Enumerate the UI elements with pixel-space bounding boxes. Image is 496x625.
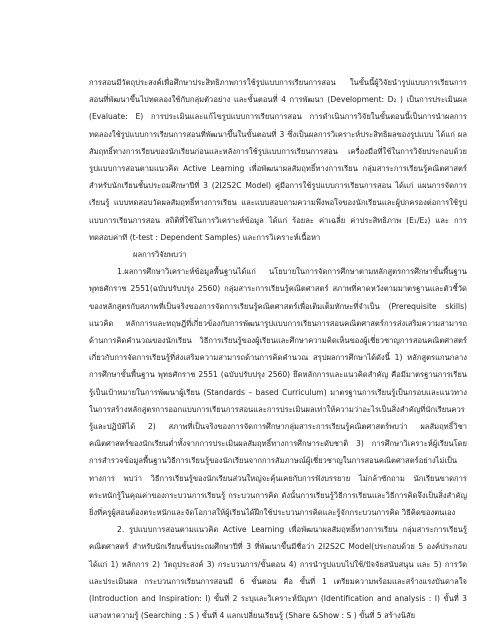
paragraph-result-1: 1.ผลการศึกษาวิเคราะห์ข้อมูลพื้นฐานได้แก่ นโยบายในการจัดการศึกษาตามหลักสูตรการศึกษาขั้นพื้นฐานพุทธศักราช 2551(ฉบับปรับปรุง 2560) กลุ่มสาระการเรียนรู้คณิตศาสตร์ สภาพที่คาดหวังตามมาตรฐานและตัวชี้วัดของหลักสูตรกับสภาพที่เป็นจริงของการจัดการเรียนรู้คณิตศาสตร์เพื่อเติมเต็มทักษะที่จำเป็น (Prerequisite skills) แนวคิด หลักการและทฤษฎีที่เกี่ยวข้องกับการพัฒนารูปแบบการเรียนการสอนคณิตศาสตร์การส่งเสริมความสามารถด้านการคิดคำนวณของนักเรียน วิธีการเรียนรู้ของผู้เรียนและศึกษาความคิดเห็นของผู้เชี่ยวชาญการสอนคณิตศาสตร์เกี่ยวกับการจัดการเรียนรู้ที่ส่งเสริมความสามารถด้านการคิดคำนวณ สรุปผลการศึกษาได้ดังนี้ 1) หลักสูตรแกนกลางการศึกษาขั้นพื้นฐาน พุทธศักราช 2551 (ฉบับปรับปรุง 2560) ยึดหลักการและแนวคิดสำคัญ คือมีมาตรฐานการเรียนรู้เป็นเป้าหมายในการพัฒนาผู้เรียน (Standards – based Curriculum) มาตรฐานการเรียนรู้เป็นกรอบและแนวทางในการสร้างหลักสูตรการออกแบบการเรียนการสอนและการประเมินผลเท่าให้ความว่าอะไรเป็นสิ่งสำคัญที่นักเรียนควรรู้และปฏิบัติได้ 2) สภาพที่เป็นจริงของการจัดการศึกษากลุ่มสาระการเรียนรู้คณิตศาสตร์พบว่า ผลสัมฤทธิ์วิชาคณิตศาสตร์ของนักเรียนต่ำทั้งจากการประเมินผลสัมฤทธิ์ทางการศึกษาระดับชาติ 3) การศึกษาวิเคราะห์ผู้เรียนโดยการสำรวจข้อมูลพื้นฐานวิธีการเรียนรู้ของนักเรียนจากการสัมภาษณ์ผู้เชี่ยวชาญในการสอนคณิตศาสตร์อย่างไม่เป็นทางการ พบว่า วิธีการเรียนรู้ของนักเรียนส่วนใหญ่จะคุ้นเคยกับการฟังบรรยาย ไม่กล้าซักถาม นักเรียนขาดการตระหนักรู้ในคุณค่าของกระบวนการเรียนรู้ กระบวนการคิด ดังนั้นการเรียนรู้วิธีการเรียนและวิธีการคิดจึงเป็นสิ่งสำคัญยิ่งที่ครูผู้สอนต้องตระหนักและจัดโอกาสให้ผู้เรียนได้ฝึกใช้ประบวนการคิดและรู้จักกระบวนการคิด วิธีคิดของตนเอง: [89, 267, 467, 518]
paragraph-results-heading: ผลการวิจัยพบว่า: [133, 250, 187, 260]
body-text: [89, 74, 467, 625]
paragraph-result-2: 2. รูปแบบการสอนตามแนวคิด Active Learning เพื่อพัฒนาผลสัมฤทธิ์ทางการเรียน กลุ่มสาระการเรียนรู้คณิตศาสตร์ สำหรับนักเรียนชั้นประถมศึกษาปีที่ 3 ที่พัฒนาขึ้นมีชื่อว่า 2I2S2C Model(ประกอบด้วย 5 องค์ประกอบ ได้แก่ 1) หลักการ 2) วัตถุประสงค์ 3) กระบวนการ/ขั้นตอน 4) การนำรูปแบบไปใช้/ปัจจัยสนับสนุน และ 5) การวัดและประเมินผล กระบวนการเรียนการสอนมี 6 ขั้นตอน คือ ขั้นที่ 1 เตรียมความพร้อมและสร้างแรงบันดาลใจ (Introduction and Inspiration: I) ขั้นที่ 2 ระบุและวิเคราะห์ปัญหา (Identification and analysis : I) ขั้นที่ 3 แสวงหาความรู้ (Searching : S ) ขั้นที่ 4 แลกเปลี่ยนเรียนรู้ (Share &Show : S ) ขั้นที่ 5 สร้างนิสัย: [89, 525, 467, 621]
paragraph-method-summary: การสอนมีวัตถุประสงค์เพื่อศึกษาประสิทธิภาพการใช้รูปแบบการเรียนการสอน ในขั้นนี้ผู้วิจัยนำรูปแบบการเรียนการสอนที่พัฒนาขึ้นไปทดลองใช้กับกลุ่มตัวอย่าง และขั้นตอนที่ 4 การพัฒนา (Development: D₂ ) เป็นการประเมินผล (Evaluate: E) การประเมินและแก้ไขรูปแบบการเรียนการสอน การดำเนินการวิจัยในขั้นตอนนี้เป็นการนำผลการทดลองใช้รูปแบบการเรียนการสอนที่พัฒนาขึ้นในขั้นตอนที่ 3 ซึ่งเป็นผลการวิเคราะห์ประสิทธิผลของรูปแบบ ได้แก่ ผลสัมฤทธิ์ทางการเรียนของนักเรียนก่อนและหลังการใช้รูปแบบการเรียนการสอน เครื่องมือที่ใช้ในการวิจัยประกอบด้วย รูปแบบการสอนตามแนวคิด Active Learning เพื่อพัฒนาผลสัมฤทธิ์ทางการเรียน กลุ่มสาระการเรียนรู้คณิตศาสตร์ สำหรับนักเรียนชั้นประถมศึกษาปีที่ 3 (2I2S2C Model) คู่มือการใช้รูปแบบการเรียนการสอน ได้แก่ แผนการจัดการเรียนรู้ แบบทดสอบวัดผลสัมฤทธิ์ทางการเรียน และแบบสอบถามความพึงพอใจของนักเรียนและผู้ปกครองต่อการใช้รูปแบบการเรียนการสอน สถิติที่ใช้ในการวิเคราะห์ข้อมูล ได้แก่ ร้อยละ ค่าเฉลี่ย ค่าประสิทธิภาพ (E₁/E₂) และ การทดสอบค่าที (t-test : Dependent Samples) และการวิเคราะห์เนื้อหา: [89, 78, 467, 242]
